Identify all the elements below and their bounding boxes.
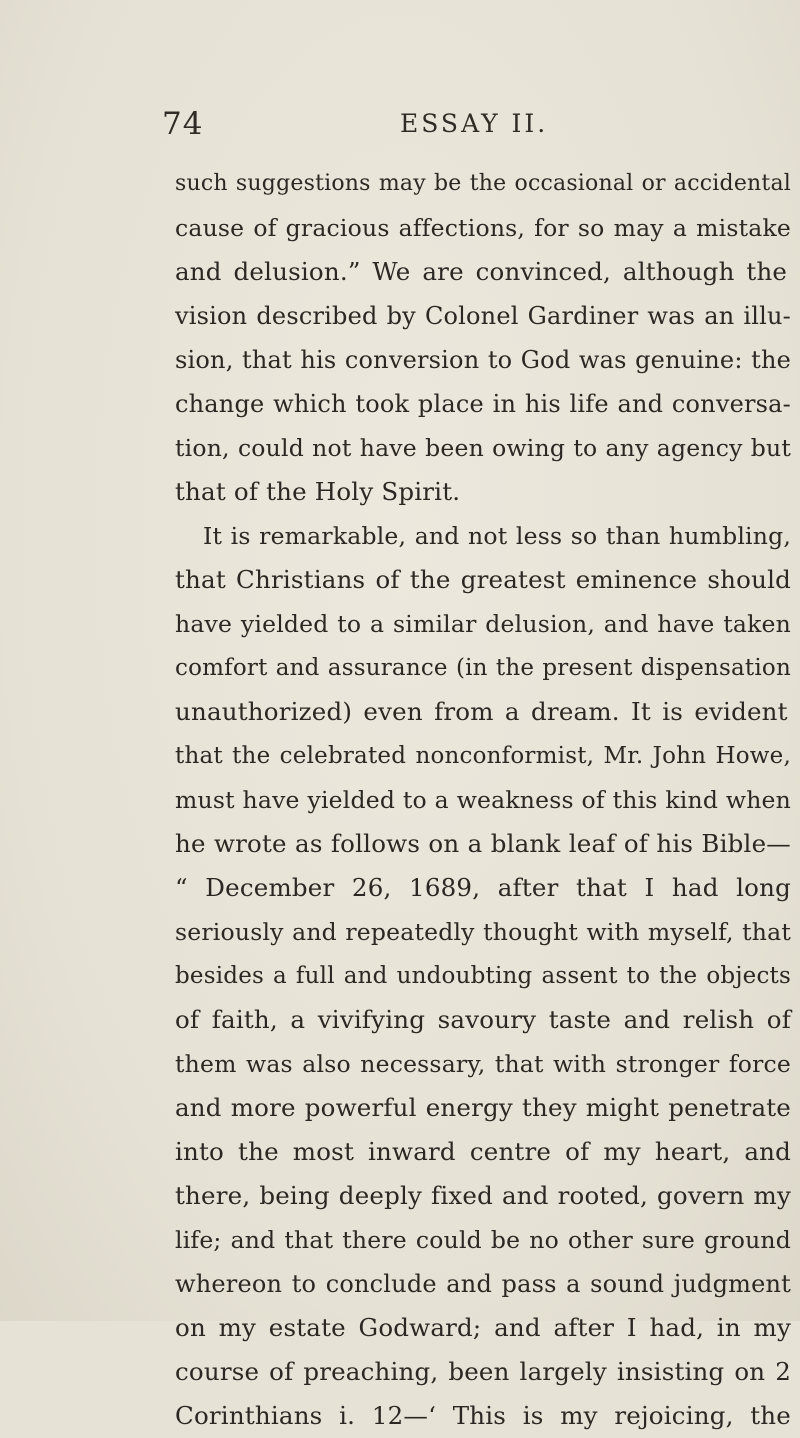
text-line: course of preaching, been largely insisting on 2	[175, 1357, 791, 1386]
running-head: ESSAY II.	[400, 109, 549, 138]
text-line: vision described by Colonel Gardiner was an illu-	[175, 302, 791, 330]
page-number: 74	[162, 106, 204, 142]
text-line: change which took place in his life and conversa-	[175, 390, 791, 418]
text-line: on my estate Godward; and after I had, in my	[175, 1313, 791, 1342]
text-line: “ December 26, 1689, after that I had long	[175, 873, 791, 902]
text-line: such suggestions may be the occasional or accidental	[175, 171, 791, 196]
text-line: cause of gracious affections, for so may a mistake	[175, 214, 791, 242]
text-line: that Christians of the greatest eminence should	[175, 565, 791, 594]
text-line: must have yielded to a weakness of this kind when	[175, 786, 791, 814]
text-line: of faith, a vivifying savoury taste and relish of	[175, 1005, 791, 1034]
text-line: there, being deeply fixed and rooted, govern my	[175, 1181, 791, 1210]
text-line: have yielded to a similar delusion, and have taken	[175, 610, 791, 638]
text-line: Corinthians i. 12—‘ This is my rejoicing, the	[175, 1401, 791, 1430]
text-line: life; and that there could be no other sure ground	[175, 1226, 791, 1254]
text-line: that the celebrated nonconformist, Mr. John Howe,	[175, 743, 791, 769]
text-line: and more powerful energy they might penetrate	[175, 1093, 791, 1122]
text-line: whereon to conclude and pass a sound judgment	[175, 1270, 791, 1298]
text-line: and delusion.” We are convinced, although the	[175, 257, 788, 286]
text-line: tion, could not have been owing to any agency but	[175, 434, 791, 462]
text-line: seriously and repeatedly thought with myself, that	[175, 918, 791, 946]
text-line: that of the Holy Spirit.	[175, 477, 461, 506]
text-line: besides a full and undoubting assent to the objects	[175, 963, 791, 989]
text-line: sion, that his conversion to God was genuine: the	[175, 346, 791, 374]
text-line: into the most inward centre of my heart, and	[175, 1137, 791, 1166]
text-line: unauthorized) even from a dream. It is evident	[175, 697, 788, 726]
text-line: It is remarkable, and not less so than humbling,	[203, 522, 791, 550]
text-line: comfort and assurance (in the present dispensation	[175, 655, 791, 681]
text-line: them was also necessary, that with stronger force	[175, 1050, 791, 1078]
page-header	[0, 104, 800, 144]
text-line: he wrote as follows on a blank leaf of his Bible—	[175, 829, 791, 858]
